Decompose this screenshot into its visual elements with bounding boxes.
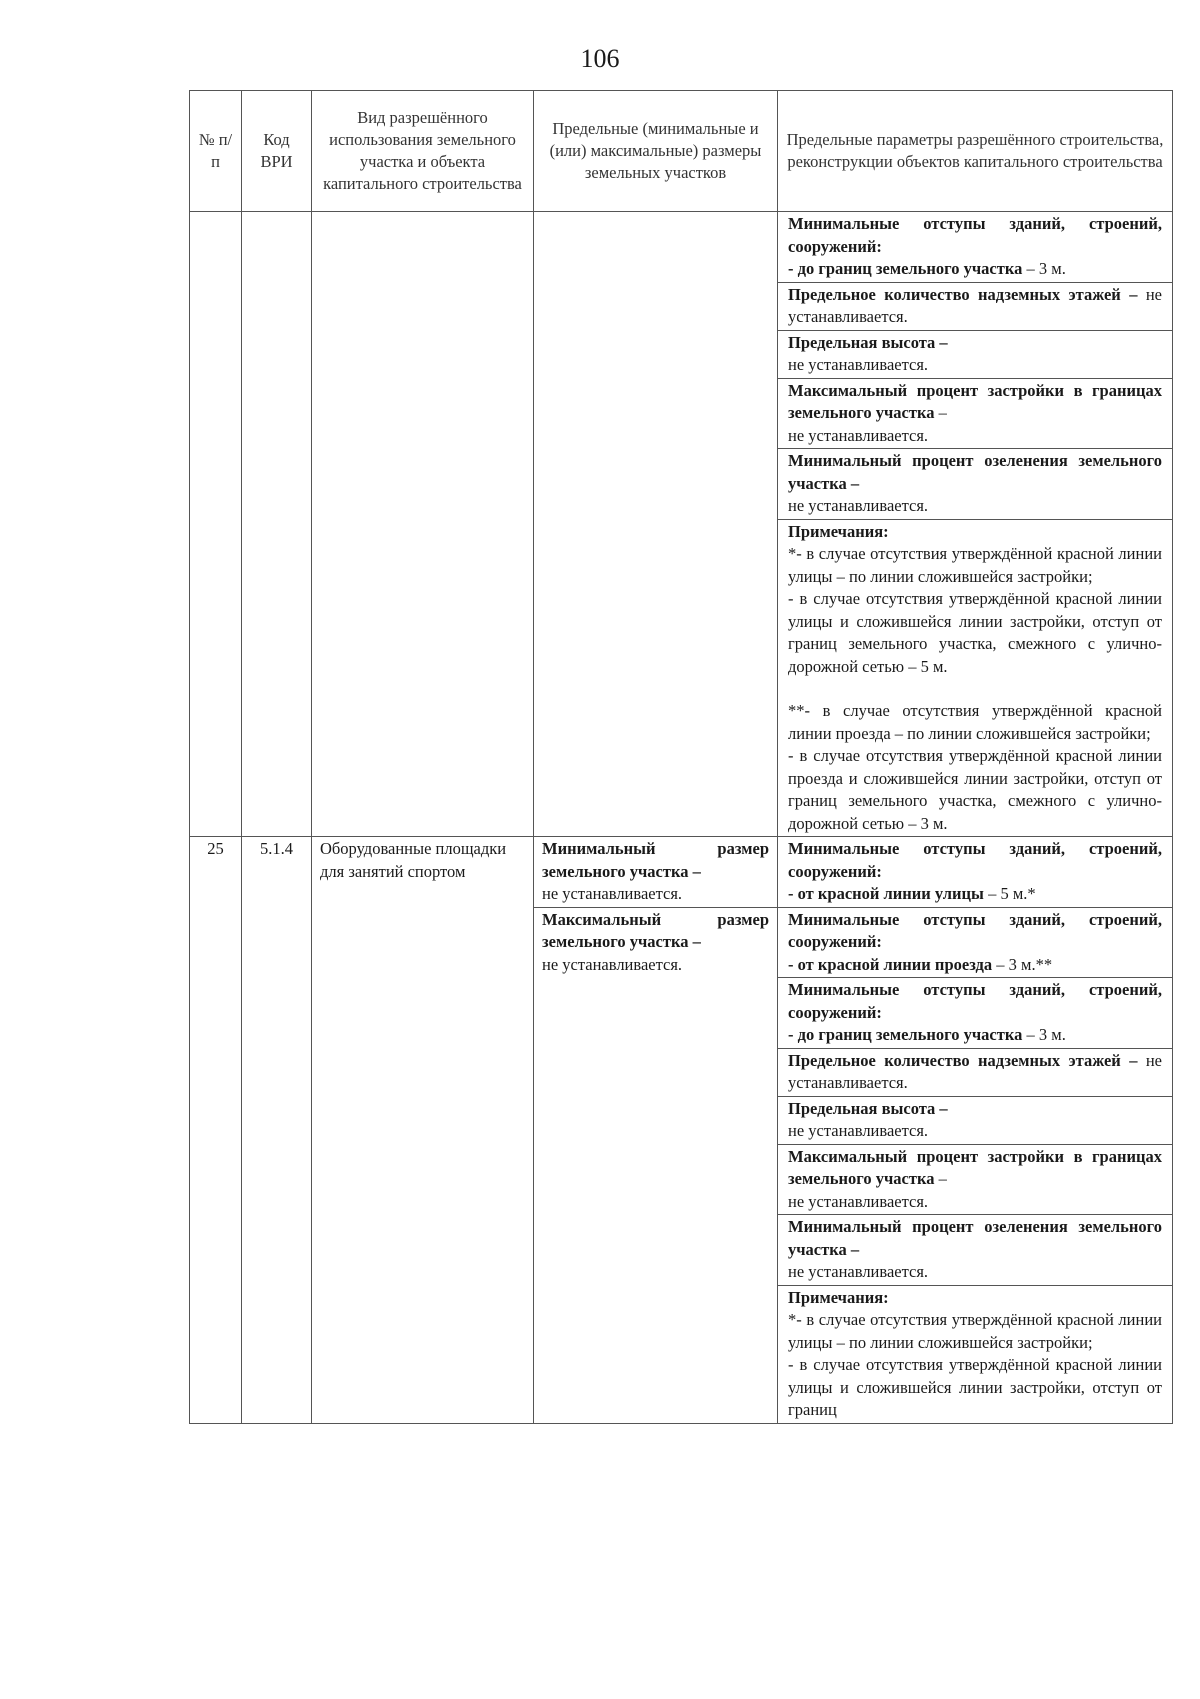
note-text: **- в случае отсутствия утверждённой красной линии проезда – по линии сложившейся застройки; xyxy=(788,701,1162,743)
table-row xyxy=(190,837,1173,908)
header-params: Предельные параметры разрешённого строительства, реконструкции объектов капитального строительства xyxy=(778,91,1173,212)
page-number: 106 xyxy=(580,44,620,73)
notes-cell xyxy=(778,1285,1173,1423)
param-floors: Предельное количество надземных этажей – не устанавливается. xyxy=(778,282,1173,330)
param-setbacks-boundary: Минимальные отступы зданий, строений, сооружений: - до границ земельного участка – 3 м. xyxy=(778,212,1173,283)
param-max-building-percent: Максимальный процент застройки в границах земельного участка – не устанавливается. xyxy=(778,1144,1173,1215)
param-height: Предельная высота – не устанавливается. xyxy=(778,1096,1173,1144)
header-code: Код ВРИ xyxy=(242,91,312,212)
note-text: - в случае отсутствия утверждённой красной линии улицы и сложившейся линии застройки, отступ от границ земельного участка, смежного с улично-дорожной сетью – 5 м. xyxy=(788,589,1162,676)
param-min-greening-percent: Минимальный процент озеленения земельного участка – не устанавливается. xyxy=(778,1215,1173,1286)
header-num: № п/п xyxy=(190,91,242,212)
notes-cell xyxy=(778,519,1173,837)
note-text: *- в случае отсутствия утверждённой красной линии улицы – по линии сложившейся застройки; xyxy=(788,544,1162,586)
min-size-cell: Минимальный размер земельного участка – не устанавливается. xyxy=(534,837,778,908)
notes-title: Примечания: xyxy=(788,521,889,541)
param-min-greening-percent: Минимальный процент озеленения земельного участка – не устанавливается. xyxy=(778,449,1173,520)
cont-size-cell xyxy=(534,212,778,837)
param-floors: Предельное количество надземных этажей – не устанавливается. xyxy=(778,1048,1173,1096)
param-setbacks-boundary: Минимальные отступы зданий, строений, сооружений: - до границ земельного участка – 3 м. xyxy=(778,978,1173,1049)
param-height: Предельная высота – не устанавливается. xyxy=(778,330,1173,378)
cont-num-cell xyxy=(190,212,242,837)
row-code: 5.1.4 xyxy=(242,837,312,1424)
note-text: - в случае отсутствия утверждённой красной линии проезда и сложившейся линии застройки, отступ от границ земельного участка, смежного с улично-дорожной сетью – 3 м. xyxy=(788,746,1162,833)
note-text: - в случае отсутствия утверждённой красной линии улицы и сложившейся линии застройки, отступ от границ xyxy=(788,1355,1162,1419)
param-setbacks-driveway: Минимальные отступы зданий, строений, сооружений: - от красной линии проезда – 3 м.** xyxy=(778,907,1173,978)
row-number: 25 xyxy=(190,837,242,1424)
param-max-building-percent: Максимальный процент застройки в границах земельного участка – не устанавливается. xyxy=(778,378,1173,449)
header-sizes: Предельные (минимальные и (или) максимальные) размеры земельных участков xyxy=(534,91,778,212)
row-use: Оборудованные площадки для занятий спортом xyxy=(312,837,534,1424)
note-text: *- в случае отсутствия утверждённой красной линии улицы – по линии сложившейся застройки; xyxy=(788,1310,1162,1352)
table-row xyxy=(190,212,1173,283)
regulations-table xyxy=(189,90,1173,1424)
cont-use-cell xyxy=(312,212,534,837)
cont-code-cell xyxy=(242,212,312,837)
table-header-row xyxy=(190,91,1173,212)
header-use: Вид разрешённого использования земельного участка и объекта капитального строительства xyxy=(312,91,534,212)
notes-title: Примечания: xyxy=(788,1287,889,1307)
param-setbacks-street: Минимальные отступы зданий, строений, сооружений: - от красной линии улицы – 5 м.* xyxy=(778,837,1173,908)
max-size-cell: Максимальный размер земельного участка – не устанавливается. xyxy=(534,907,778,1423)
